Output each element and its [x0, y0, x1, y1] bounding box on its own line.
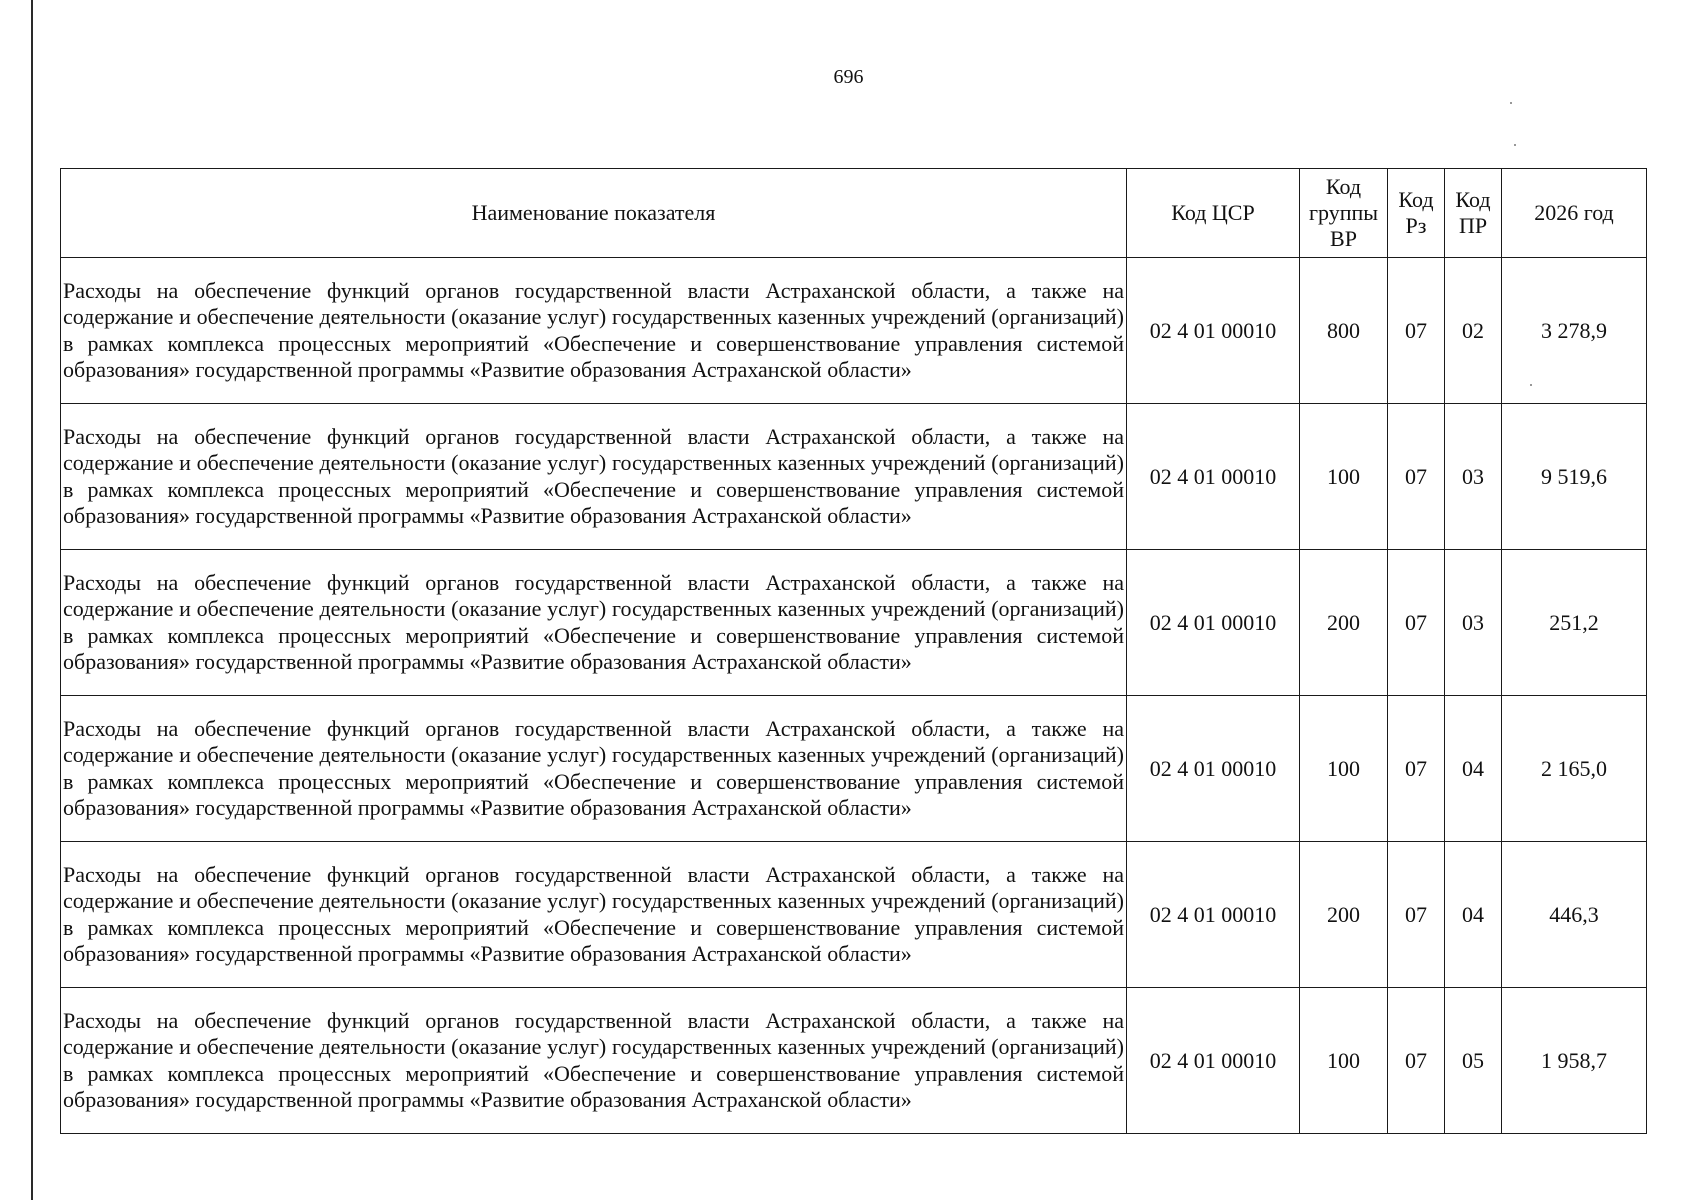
- table-row: [61, 258, 1647, 404]
- cell-rz: 07: [1388, 258, 1445, 404]
- header-name: Наименование показателя: [61, 169, 1127, 258]
- scan-speck: [1530, 384, 1532, 386]
- cell-pr: 04: [1445, 696, 1502, 842]
- cell-csr: 02 4 01 00010: [1127, 988, 1300, 1134]
- cell-amount: 1 958,7: [1502, 988, 1647, 1134]
- cell-amount: 3 278,9: [1502, 258, 1647, 404]
- cell-name: Расходы на обеспечение функций органов государственной власти Астраханской области, а также на содержание и обеспечение деятельности (оказание услуг) государственных казенных учреждений (организаций) в рамках комплекса процессных мероприятий «Обеспечение и совершенствование управления системой образования» государственной программы «Развитие образования Астраханской области»: [61, 550, 1127, 696]
- table-row: [61, 404, 1647, 550]
- cell-vr: 100: [1300, 696, 1388, 842]
- scan-speck: [1514, 144, 1516, 146]
- cell-rz: 07: [1388, 988, 1445, 1134]
- cell-amount: 2 165,0: [1502, 696, 1647, 842]
- cell-amount: 9 519,6: [1502, 404, 1647, 550]
- cell-csr: 02 4 01 00010: [1127, 404, 1300, 550]
- cell-vr: 100: [1300, 404, 1388, 550]
- cell-name: Расходы на обеспечение функций органов государственной власти Астраханской области, а также на содержание и обеспечение деятельности (оказание услуг) государственных казенных учреждений (организаций) в рамках комплекса процессных мероприятий «Обеспечение и совершенствование управления системой образования» государственной программы «Развитие образования Астраханской области»: [61, 988, 1127, 1134]
- cell-rz: 07: [1388, 842, 1445, 988]
- cell-name: Расходы на обеспечение функций органов государственной власти Астраханской области, а также на содержание и обеспечение деятельности (оказание услуг) государственных казенных учреждений (организаций) в рамках комплекса процессных мероприятий «Обеспечение и совершенствование управления системой образования» государственной программы «Развитие образования Астраханской области»: [61, 696, 1127, 842]
- header-vr: Код группы ВР: [1300, 169, 1388, 258]
- cell-csr: 02 4 01 00010: [1127, 258, 1300, 404]
- binding-margin-line: [31, 0, 33, 1200]
- cell-vr: 200: [1300, 842, 1388, 988]
- cell-name: Расходы на обеспечение функций органов государственной власти Астраханской области, а также на содержание и обеспечение деятельности (оказание услуг) государственных казенных учреждений (организаций) в рамках комплекса процессных мероприятий «Обеспечение и совершенствование управления системой образования» государственной программы «Развитие образования Астраханской области»: [61, 258, 1127, 404]
- cell-rz: 07: [1388, 696, 1445, 842]
- cell-name: Расходы на обеспечение функций органов государственной власти Астраханской области, а также на содержание и обеспечение деятельности (оказание услуг) государственных казенных учреждений (организаций) в рамках комплекса процессных мероприятий «Обеспечение и совершенствование управления системой образования» государственной программы «Развитие образования Астраханской области»: [61, 842, 1127, 988]
- cell-pr: 04: [1445, 842, 1502, 988]
- table-row: [61, 988, 1647, 1134]
- header-row: [61, 169, 1647, 258]
- cell-vr: 200: [1300, 550, 1388, 696]
- cell-vr: 100: [1300, 988, 1388, 1134]
- page-number: 696: [833, 66, 864, 88]
- header-pr: Код ПР: [1445, 169, 1502, 258]
- header-csr: Код ЦСР: [1127, 169, 1300, 258]
- cell-pr: 03: [1445, 404, 1502, 550]
- scan-speck: [1510, 102, 1512, 104]
- header-year: 2026 год: [1502, 169, 1647, 258]
- header-rz: Код Рз: [1388, 169, 1445, 258]
- table-row: [61, 842, 1647, 988]
- cell-vr: 800: [1300, 258, 1388, 404]
- table-header: [61, 169, 1647, 258]
- cell-amount: 251,2: [1502, 550, 1647, 696]
- cell-pr: 03: [1445, 550, 1502, 696]
- cell-rz: 07: [1388, 404, 1445, 550]
- cell-csr: 02 4 01 00010: [1127, 550, 1300, 696]
- cell-name: Расходы на обеспечение функций органов государственной власти Астраханской области, а также на содержание и обеспечение деятельности (оказание услуг) государственных казенных учреждений (организаций) в рамках комплекса процессных мероприятий «Обеспечение и совершенствование управления системой образования» государственной программы «Развитие образования Астраханской области»: [61, 404, 1127, 550]
- cell-pr: 05: [1445, 988, 1502, 1134]
- cell-amount: 446,3: [1502, 842, 1647, 988]
- cell-pr: 02: [1445, 258, 1502, 404]
- cell-csr: 02 4 01 00010: [1127, 696, 1300, 842]
- budget-table: [60, 168, 1647, 1134]
- table-body: [61, 258, 1647, 1134]
- cell-rz: 07: [1388, 550, 1445, 696]
- table-row: [61, 550, 1647, 696]
- table-row: [61, 696, 1647, 842]
- cell-csr: 02 4 01 00010: [1127, 842, 1300, 988]
